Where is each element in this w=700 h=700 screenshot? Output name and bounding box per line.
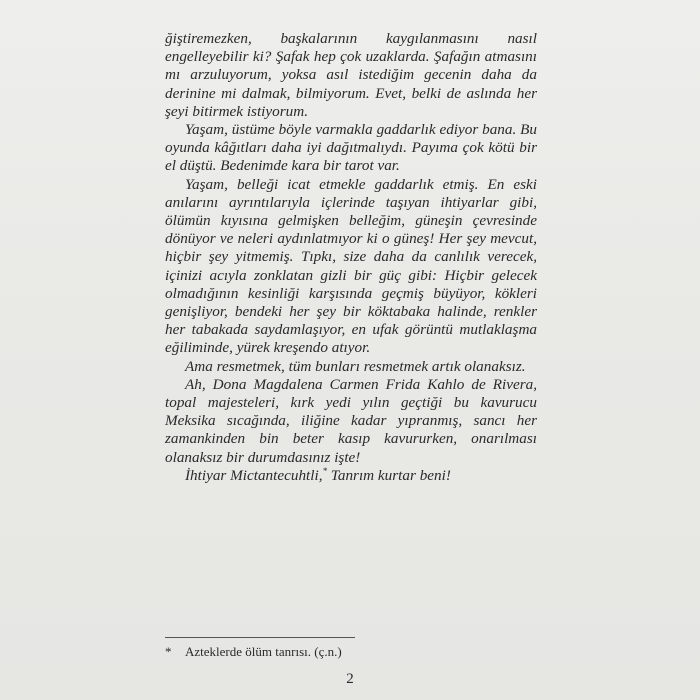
footnote-text: Azteklerde ölüm tanrısı. (ç.n.) xyxy=(185,644,342,659)
paragraph-6-start: İhtiyar Mictantecuhtli, xyxy=(185,466,323,484)
footnote-divider xyxy=(165,637,355,638)
paragraph-1: ğiştiremezken, başkalarının kaygılanmasını nasıl engelleyebilir ki? Şafak hep çok uzaklarda. Şafağın atmasını mı arzuluyorum, yoksa asıl istediğim gecenin daha da derinine mi dalmak, bilmiyorum. Evet, belki de aslında her şeyi bitirmek istiyorum. xyxy=(165,30,537,120)
paragraph-6-end: Tanrım kurtar beni! xyxy=(330,466,451,484)
paragraph-3: Yaşam, belleği icat etmekle gaddarlık etmiş. En eski anılarını ayrıntılarıyla içlerinde taşıyan ihtiyarlar gibi, ölümün kıyısına gelmişken belleğim, güneşin çevresinde dönüyor ve neleri aydınlatmıyor ki o güneş! Her şey mevcut, hiçbir şey yitmemiş. Tıpkı, size daha da canlılık verecek, içinizi acıyla zonklatan gizli bir güç gibi: Hiçbir gelecek olmadığının kesinliği karşısında geçmiş büyüyor, kökleri genişliyor, bendeki her şey bir köktabaka halinde, renkler her tabakada saydamlaşıyor, en ufak görüntü mutlaklaşma eğiliminde, yürek kreşendo atıyor. xyxy=(165,175,537,357)
page-number: 2 xyxy=(346,671,354,687)
body-text xyxy=(165,30,537,485)
footnote-reference[interactable]: * xyxy=(322,465,327,476)
paragraph-4: Ama resmetmek, tüm bunları resmetmek artık olanaksız. xyxy=(185,357,526,375)
paragraph-5: Ah, Dona Magdalena Carmen Frida Kahlo de Rivera, topal majesteleri, kırk yedi yılın geçtiği bu kavurucu Meksika sıcağında, iliğine kadar yıpranmış, sancı her zamankinden bin beter kasıp kavururken, onarılması olanaksız bir durumdasınız işte! xyxy=(165,375,537,466)
footnote-marker: * xyxy=(165,644,172,659)
footnote xyxy=(165,644,342,660)
paragraph-6 xyxy=(165,467,537,485)
paragraph-2: Yaşam, üstüme böyle varmakla gaddarlık ediyor bana. Bu oyunda kâğıtları daha iyi dağıtmalıydı. Payıma çok kötü bir el düştü. Bedenimde kara bir tarot var. xyxy=(165,121,537,175)
